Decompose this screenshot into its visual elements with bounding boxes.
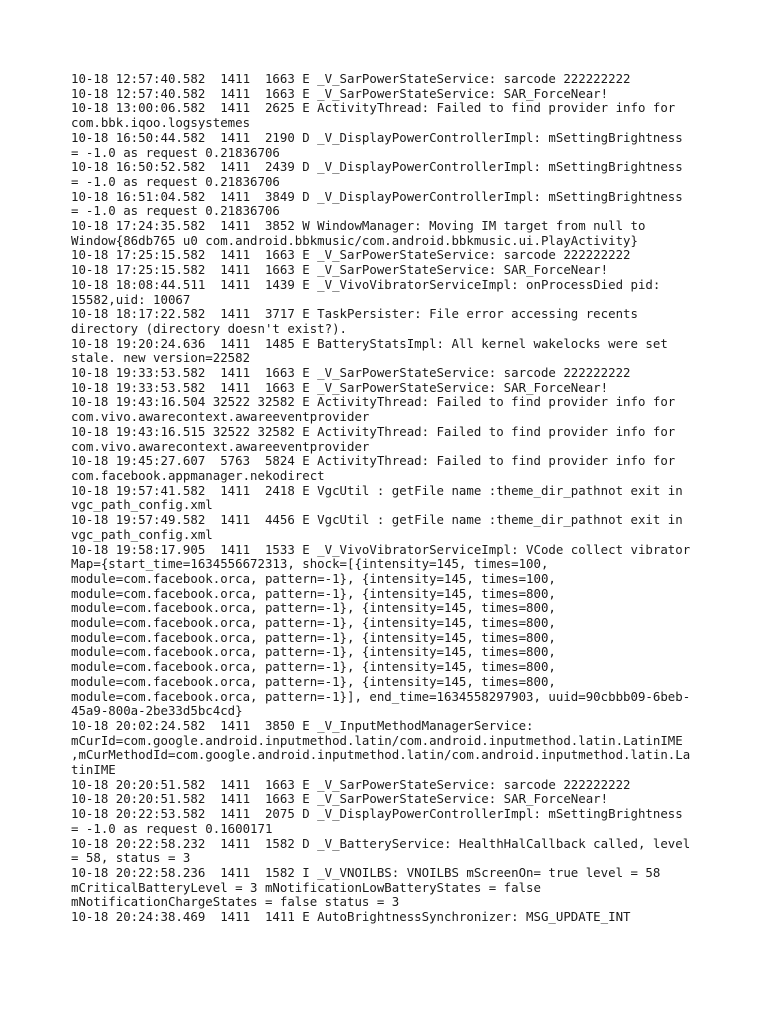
log-line: 10-18 19:33:53.582 1411 1663 E _V_SarPowerStateService: SAR_ForceNear! (71, 379, 609, 395)
log-line: Map={start_time=1634556672313, shock=[{intensity=145, times=100, (71, 556, 549, 572)
log-line: module=com.facebook.orca, pattern=-1}], end_time=1634558297903, uuid=90cbbb09-6beb- (71, 688, 691, 704)
log-line: com.vivo.awarecontext.awareeventprovider (71, 438, 370, 454)
log-line: 10-18 19:43:16.515 32522 32582 E ActivityThread: Failed to find provider info for (71, 423, 676, 439)
log-line: 10-18 20:20:51.582 1411 1663 E _V_SarPowerStateService: SAR_ForceNear! (71, 791, 609, 807)
log-line: = 58, status = 3 (71, 850, 191, 866)
log-line: module=com.facebook.orca, pattern=-1}, {intensity=145, times=100, (71, 570, 556, 586)
log-line: = -1.0 as request 0.1600171 (71, 820, 273, 836)
log-line: = -1.0 as request 0.21836706 (71, 173, 280, 189)
log-line: module=com.facebook.orca, pattern=-1}, {intensity=145, times=800, (71, 673, 556, 689)
log-line: 10-18 16:51:04.582 1411 3849 D _V_DisplayPowerControllerImpl: mSettingBrightness (71, 188, 683, 204)
log-line: module=com.facebook.orca, pattern=-1}, {intensity=145, times=800, (71, 644, 556, 660)
log-document (71, 72, 711, 925)
log-line: com.facebook.appmanager.nekodirect (71, 467, 325, 483)
log-line: directory (directory doesn't exist?). (71, 320, 348, 336)
log-line: 10-18 19:57:49.582 1411 4456 E VgcUtil : getFile name :theme_dir_pathnot exit in (71, 512, 683, 528)
log-line: mCriticalBatteryLevel = 3 mNotificationLowBatteryStates = false (71, 879, 541, 895)
log-line: mCurId=com.google.android.inputmethod.latin/com.android.inputmethod.latin.LatinIME (71, 732, 683, 748)
log-line: mNotificationChargeStates = false status = 3 (71, 894, 400, 910)
log-line: 10-18 20:20:51.582 1411 1663 E _V_SarPowerStateService: sarcode 222222222 (71, 776, 631, 792)
log-line: 15582,uid: 10067 (71, 291, 191, 307)
log-line: = -1.0 as request 0.21836706 (71, 144, 280, 160)
log-line: module=com.facebook.orca, pattern=-1}, {intensity=145, times=800, (71, 659, 556, 675)
log-line: com.bbk.iqoo.logsystemes (71, 115, 251, 131)
log-line: module=com.facebook.orca, pattern=-1}, {intensity=145, times=800, (71, 585, 556, 601)
log-line: 10-18 19:20:24.636 1411 1485 E BatteryStatsImpl: All kernel wakelocks were set (71, 335, 668, 351)
log-line: tinIME (71, 762, 116, 778)
log-line: 10-18 18:17:22.582 1411 3717 E TaskPersister: File error accessing recents (71, 306, 638, 322)
log-line: 10-18 17:24:35.582 1411 3852 W WindowManager: Moving IM target from null to (71, 218, 646, 234)
log-line: 45a9-800a-2be33d5bc4cd} (71, 703, 243, 719)
log-line: 10-18 12:57:40.582 1411 1663 E _V_SarPowerStateService: SAR_ForceNear! (71, 85, 609, 101)
log-line: 10-18 12:57:40.582 1411 1663 E _V_SarPowerStateService: sarcode 222222222 (71, 71, 631, 86)
log-line: 10-18 18:08:44.511 1411 1439 E _V_VivoVibratorServiceImpl: onProcessDied pid: (71, 276, 661, 292)
log-line: stale. new version=22582 (71, 350, 251, 366)
log-line: vgc_path_config.xml (71, 497, 213, 513)
log-line: 10-18 20:22:58.236 1411 1582 I _V_VNOILBS: VNOILBS mScreenOn= true level = 58 (71, 864, 661, 880)
log-line: 10-18 19:45:27.607 5763 5824 E ActivityThread: Failed to find provider info for (71, 453, 676, 469)
log-line: 10-18 20:24:38.469 1411 1411 E AutoBrightnessSynchronizer: MSG_UPDATE_INT (71, 909, 631, 925)
log-line: module=com.facebook.orca, pattern=-1}, {intensity=145, times=800, (71, 600, 556, 616)
log-line: com.vivo.awarecontext.awareeventprovider (71, 409, 370, 425)
log-line: 10-18 19:43:16.504 32522 32582 E ActivityThread: Failed to find provider info for (71, 394, 676, 410)
log-line: 10-18 16:50:52.582 1411 2439 D _V_DisplayPowerControllerImpl: mSettingBrightness (71, 159, 683, 175)
log-line: 10-18 20:02:24.582 1411 3850 E _V_InputMethodManagerService: (71, 717, 534, 733)
log-line: module=com.facebook.orca, pattern=-1}, {intensity=145, times=800, (71, 629, 556, 645)
log-line: Window{86db765 u0 com.android.bbkmusic/com.android.bbkmusic.ui.PlayActivity} (71, 232, 638, 248)
log-line: 10-18 20:22:58.232 1411 1582 D _V_BatteryService: HealthHalCallback called, level (71, 835, 691, 851)
log-line: 10-18 17:25:15.582 1411 1663 E _V_SarPowerStateService: SAR_ForceNear! (71, 262, 609, 278)
log-line: 10-18 16:50:44.582 1411 2190 D _V_DisplayPowerControllerImpl: mSettingBrightness (71, 129, 683, 145)
log-line: vgc_path_config.xml (71, 526, 213, 542)
log-line: 10-18 20:22:53.582 1411 2075 D _V_DisplayPowerControllerImpl: mSettingBrightness (71, 806, 683, 822)
log-line: 10-18 19:33:53.582 1411 1663 E _V_SarPowerStateService: sarcode 222222222 (71, 365, 631, 381)
log-line: = -1.0 as request 0.21836706 (71, 203, 280, 219)
log-line: 10-18 17:25:15.582 1411 1663 E _V_SarPowerStateService: sarcode 222222222 (71, 247, 631, 263)
log-line: 10-18 19:58:17.905 1411 1533 E _V_VivoVibratorServiceImpl: VCode collect vibrator (71, 541, 691, 557)
log-line: ,mCurMethodId=com.google.android.inputmethod.latin/com.android.inputmethod.latin.La (71, 747, 691, 763)
log-line: module=com.facebook.orca, pattern=-1}, {intensity=145, times=800, (71, 615, 556, 631)
log-line: 10-18 13:00:06.582 1411 2625 E ActivityThread: Failed to find provider info for (71, 100, 676, 116)
log-line: 10-18 19:57:41.582 1411 2418 E VgcUtil : getFile name :theme_dir_pathnot exit in (71, 482, 683, 498)
